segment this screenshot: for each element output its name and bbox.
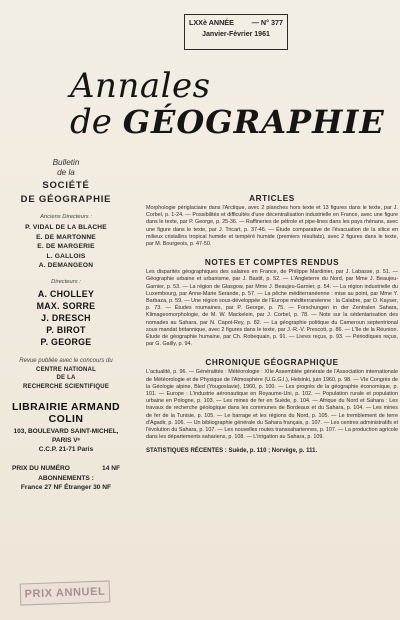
- articles-heading: ARTICLES: [249, 194, 295, 203]
- contents-column: [146, 188, 398, 455]
- bulletin-label: Bulletin: [52, 158, 80, 167]
- price-row: [4, 464, 128, 474]
- issue-number: — N° 377: [251, 18, 283, 27]
- notes-heading: NOTES ET COMPTES RENDUS: [204, 258, 340, 268]
- anciens-item: P. VIDAL DE LA BLACHE: [25, 224, 107, 231]
- directeur-item: P. GEORGE: [40, 337, 92, 348]
- directeurs-label: Directeurs :: [51, 278, 81, 285]
- prix-value: 14 NF: [102, 465, 120, 473]
- centre-national: [4, 366, 128, 392]
- directeurs-list: [4, 288, 128, 349]
- centre-line: DE LA: [56, 375, 76, 382]
- directeur-item: J. DRESCH: [41, 312, 91, 323]
- title-line2: [70, 104, 390, 140]
- price-stamp: PRIX ANNUEL: [20, 580, 111, 605]
- directeur-item: MAX. SORRE: [36, 300, 96, 311]
- notes-text: Les disparités géographiques des salaires en France, de Philippe Mardinier, par J. Labasse, p. 51. — Géographie urbaine et urbanisme, par J. Bastit, p. 52. — L'Angleterre du Nord, par Mme J. Beaujeu-Garnier, p. 53. — La région de Glasgow, par Mme J. Beaujeu-Garnier, p. 54. — La région industrielle du Luxembourg, par Anne-Marie Serande, p. 57. — La pêche méditerranéenne : mise au point, par Mme Y. Barbaza, p. 59. — Une région sous-développée de l'Europe méditerranéenne : la Calabre, par O. Kayser, p. 73. — Études roumaines, par P. George, p. 75. — Forschungen in der Zentralen Sahara, Klimageomorphologie, de M. W. Mackelein, par J. Corbel, p. 78. — Note sur la sédentarisation des nomades au Sahara, par N. Capot-Rey, p. 82. — La géographie politique du Cameroun septentrional sous mandat britannique, avec 2 figures dans le texte, par J.-R.-V. Prescott, p. 86. — L'île de la Réunion. Étude de géographie humaine, par Ch. Robequain, p. 91. — Livres reçus, p. 93. — Périodiques reçus, par G. Gailly, p. 94.: [146, 269, 398, 348]
- anciens-item: A. DEMANGEON: [38, 262, 94, 269]
- directeur-item: P. BIROT: [46, 325, 86, 336]
- anciens-label: Anciens Directeurs :: [40, 214, 92, 220]
- publisher-address: [4, 427, 128, 454]
- journal-title: [70, 68, 390, 140]
- publisher-name: LIBRAIRIE ARMAND COLIN: [11, 401, 121, 426]
- centre-line: CENTRE NATIONAL: [36, 366, 96, 373]
- anciens-list: [4, 223, 128, 271]
- stats-line: STATISTIQUES RÉCENTES : Suède, p. 110 ; Norvège, p. 111.: [146, 448, 318, 455]
- issue-box: [184, 14, 288, 50]
- chronique-heading: CHRONIQUE GÉOGRAPHIQUE: [205, 358, 339, 368]
- societe-line2: DE GÉOGRAPHIE: [20, 194, 112, 205]
- left-column: [4, 158, 128, 493]
- issue-period: Janvier-Février 1961: [202, 31, 270, 38]
- anciens-item: L. GALLOIS: [46, 252, 86, 260]
- prix-label: PRIX DU NUMÉRO: [12, 465, 70, 473]
- abonnements-values: [4, 483, 128, 493]
- price-france: France 27 NF: [20, 484, 63, 492]
- issue-year: LXXè ANNÉE: [189, 18, 234, 27]
- title-de: de: [70, 102, 112, 142]
- directeur-item: A. CHOLLEY: [37, 288, 95, 299]
- societe-line1: SOCIÉTÉ: [42, 180, 90, 191]
- address-line2: C.C.P. 21-71 Paris: [38, 446, 94, 454]
- articles-text: Morphologie périglaciaire dans l'Arctique, avec 2 planches hors texte et 13 figures dans le texte, par J. Corbel, p. 1-24. — Possibilités et difficultés d'une décentralisation industrielle en France, avec une figure dans le texte, par P. George, p. 25-36. — Raffineries de pétrole et pipe-lines dans les pays rhénans, avec une figure dans le texte, par J. Tricart, p. 37-46. — Étude comparative de l'évacuation de la silice en milieux cristallins tropical humide et tempéré humide (premiers résultats), avec 2 figures dans le texte, par M. Bourgeois, p. 47-50.: [146, 205, 398, 248]
- abonnements-label: ABONNEMENTS :: [38, 474, 94, 482]
- anciens-item: E. DE MARGERIE: [37, 243, 95, 250]
- price-etranger: Étranger 30 NF: [64, 484, 112, 492]
- title-line1: Annales: [70, 66, 211, 106]
- anciens-item: E. DE MARTONNE: [36, 233, 96, 241]
- title-geographie: GÉOGRAPHIE: [122, 103, 385, 141]
- address-line1: 103, BOULEVARD SAINT-MICHEL, PARIS Vᵉ: [13, 428, 119, 445]
- chronique-text: L'actualité, p. 96. — Généralités : Météorologie : XIIe Assemblée générale de l'Association internationale de Météorologie et de Physique de l'Atmosphère (U.G.G.I.), Helsinki, juin 1960, p. 98. — VIe Congrès de la Géologie alpine, Bled (Yougoslavie), 1960, p. 100. — Les progrès de la géographie économique, p. 101. — Europe : L'industrie aéronautique en Royaume-Uni, p. 102. — Population rurale et population urbaine en Pologne, p. 103. — Les mines de fer en Suède, p. 104. — Afrique du Nord et Sahara : Les travaux de recherche géologique dans les communes de Bordeaux et du Sahara, p. 104. — Les mines de fer de la Tunisie, p. 105. — Le barrage et les régions du Nord, p. 105. — Le tremblement de terre d'Agadir, p. 106. — Un bibliographie générale du Sahara français, p. 107. — Les centres administratifs et l'évolution du Sahara, p. 107. — Les nouvelles routes transsahariennes, p. 107. — La production agricole dans les départements sahariens, p. 108. — L'irrigation au Sahara, p. 109.: [146, 369, 398, 441]
- centre-line: RECHERCHE SCIENTIFIQUE: [22, 383, 110, 390]
- prices: [4, 464, 128, 493]
- concours-label: Revue publiée avec le concours du: [19, 357, 113, 364]
- de-la-label: de la: [57, 168, 75, 177]
